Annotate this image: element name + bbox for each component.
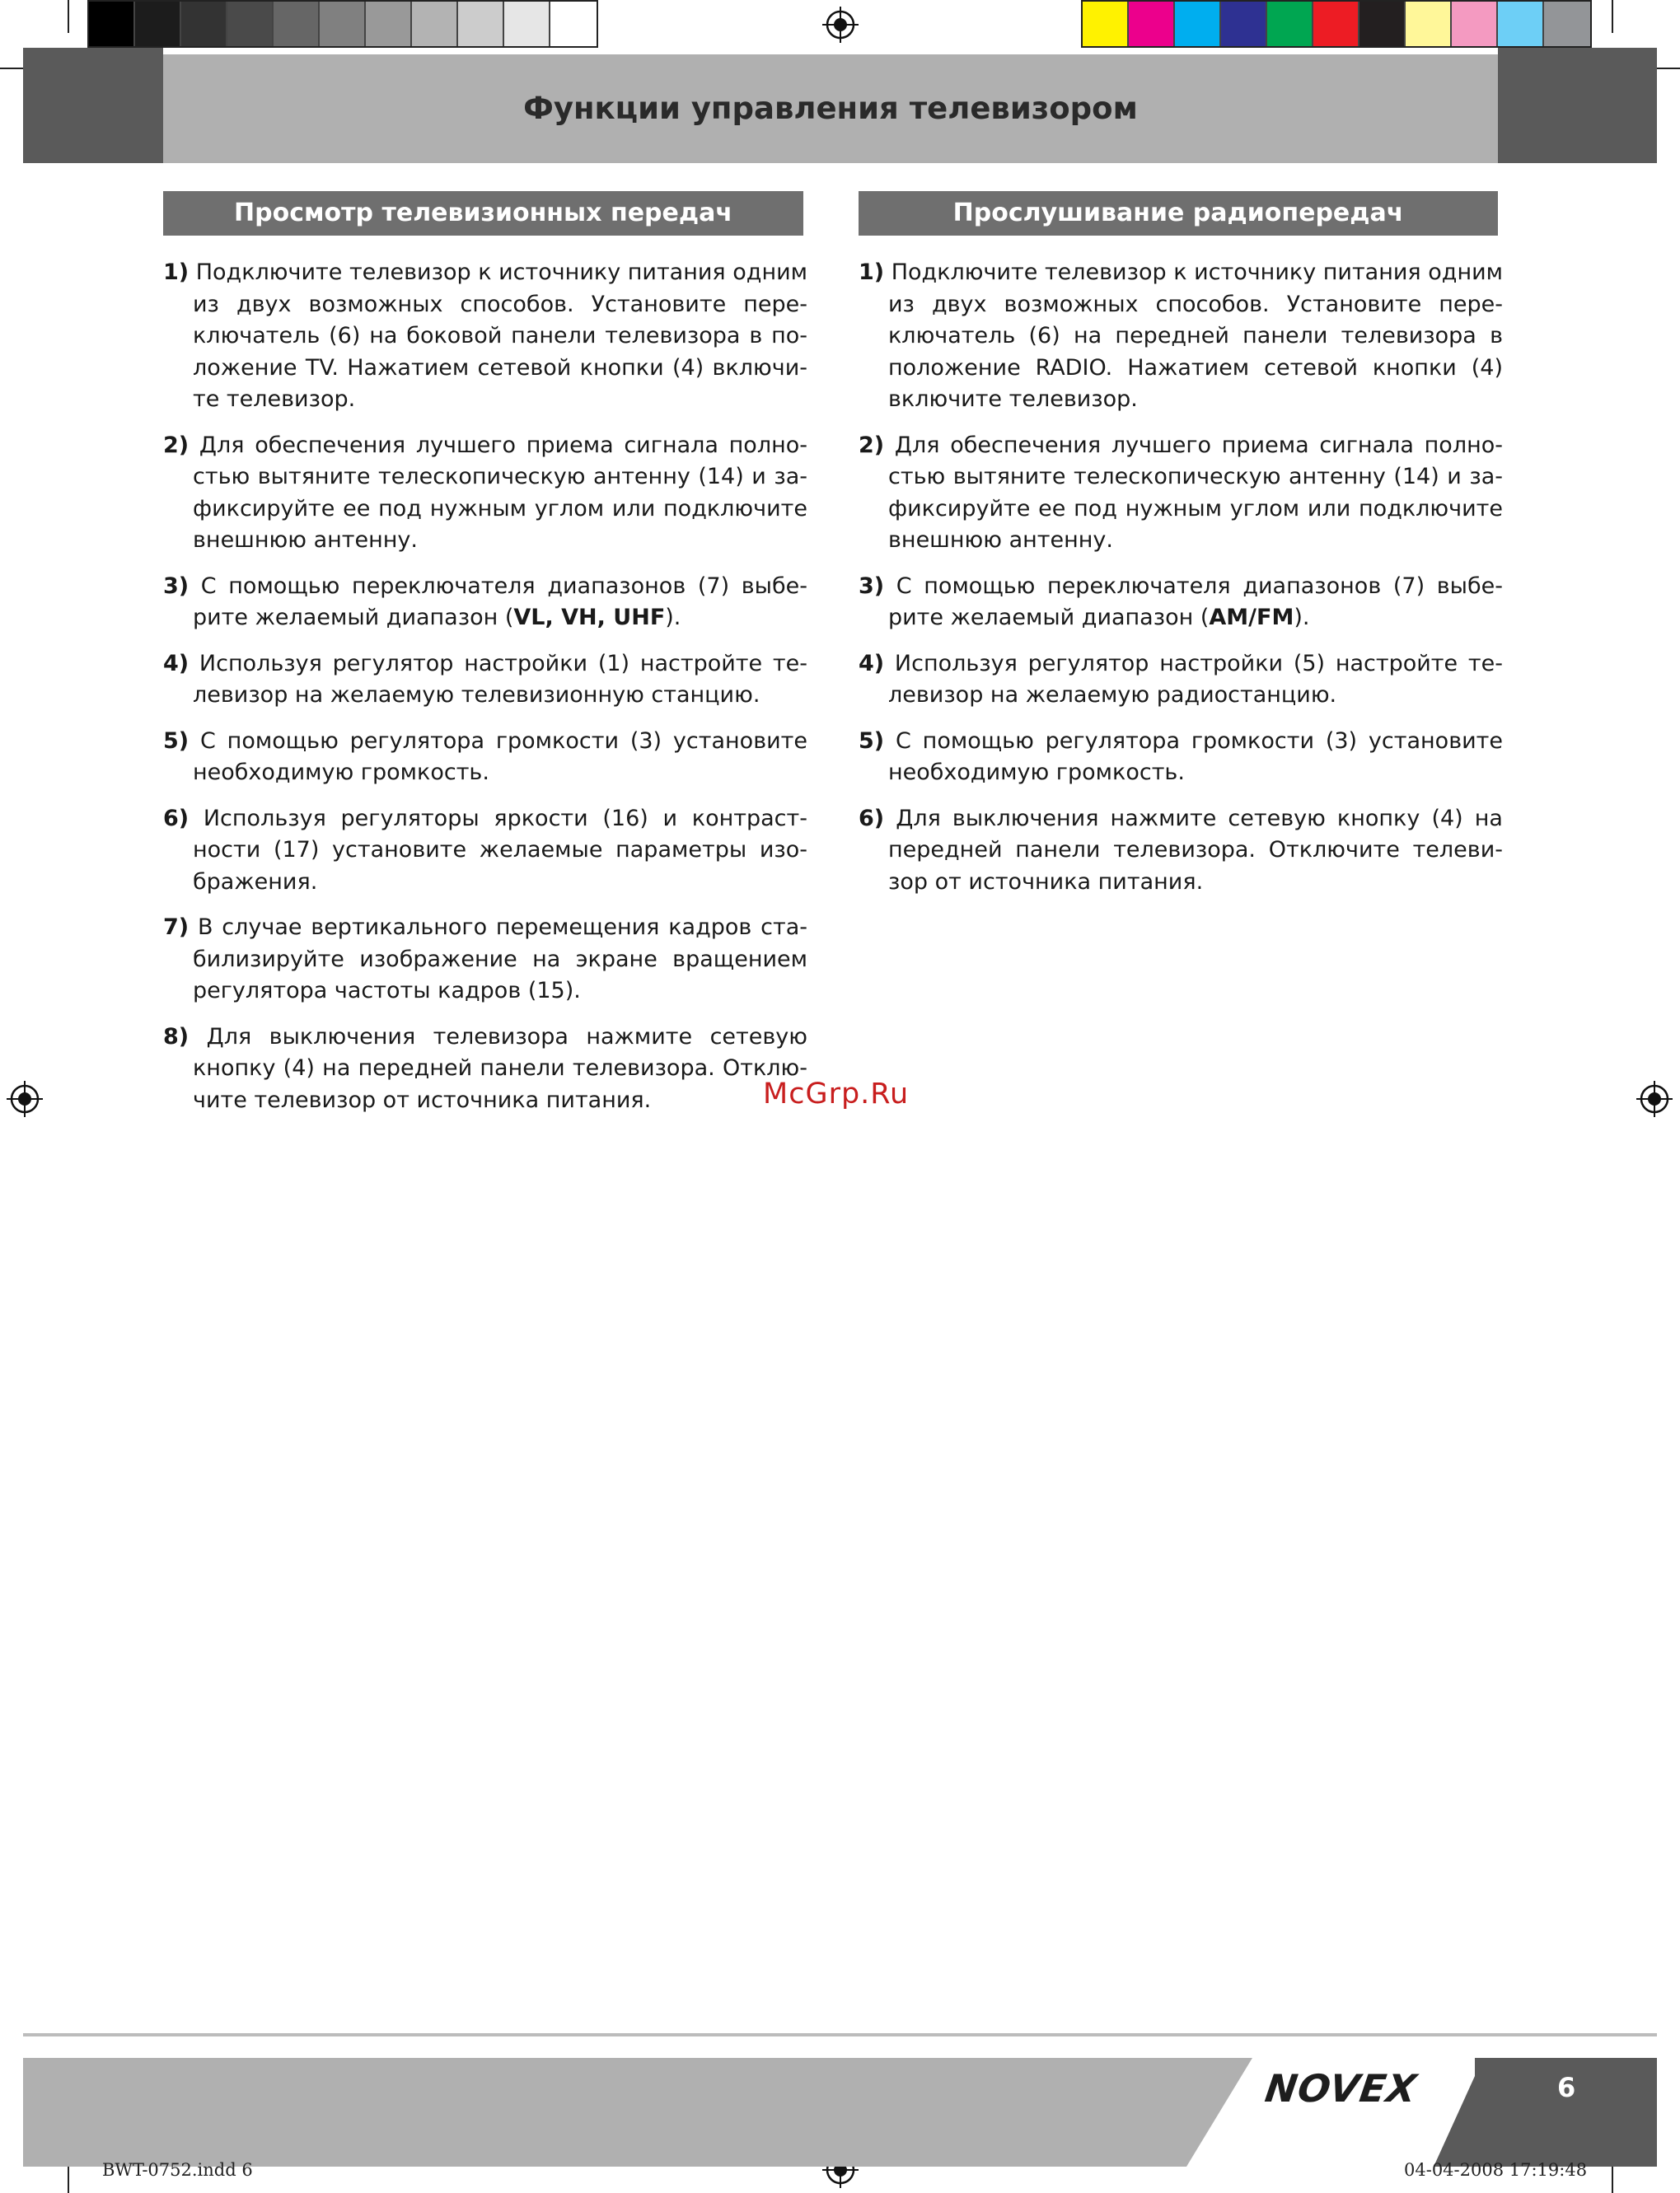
brand-logo: NOVEX [1262,2066,1420,2111]
header-dark-left-block [23,48,163,163]
color-swatch [504,2,550,46]
list-item: 5) С помощью регулятора громкости (3) установите необходимую громкость. [859,727,1503,785]
color-swatch [274,2,320,46]
color-swatch [366,2,412,46]
list-item: 6) Используя регуляторы яркости (16) и контраст-ности (17) установите желаемые параметры изо-бражения. [163,805,807,895]
color-swatch [1175,2,1221,46]
color-swatch [1083,2,1129,46]
crop-mark [1612,0,1613,33]
registration-mark-icon [7,1081,43,1117]
color-swatch [181,2,227,46]
color-swatch [1221,2,1267,46]
list-item: 2) Для обеспечения лучшего приема сигнала полно-стью вытяните телескопическую антенну (14) и за-фиксируйте ее под нужным углом или подключите внешнюю антенну. [163,432,807,553]
registration-mark-icon [1636,1081,1673,1117]
footer-rule [23,2033,1657,2036]
date-slug: 04-04-2008 17:19:48 [1404,2160,1588,2180]
list-item: 2) Для обеспечения лучшего приема сигнала полно-стью вытяните телескопическую антенну (14) и за-фиксируйте ее под нужным углом или подключите внешнюю антенну. [859,432,1503,553]
list-item: 6) Для выключения нажмите сетевую кнопку (4) на передней панели телевизора. Отключите телеви-зор от источника питания. [859,805,1503,895]
list-item: 5) С помощью регулятора громкости (3) установите необходимую громкость. [163,727,807,785]
registration-mark-icon [822,7,859,43]
color-swatch [89,2,135,46]
crop-mark [68,0,69,33]
grayscale-color-bar [87,0,598,48]
color-swatch [1313,2,1359,46]
list-item: 3) С помощью переключателя диапазонов (7) выбе-рите желаемый диапазон (AM/FM). [859,573,1503,630]
color-swatch [1267,2,1313,46]
color-swatch [1406,2,1452,46]
color-swatch [412,2,458,46]
section-header-radio: Прослушивание радиопередач [859,191,1498,236]
color-swatch [320,2,366,46]
tv-instructions-list [163,257,807,1130]
list-item: 3) С помощью переключателя диапазонов (7) выбе-рите желаемый диапазон (VL, VH, UHF). [163,573,807,630]
list-item: 4) Используя регулятор настройки (5) настройте те-левизор на желаемую радиостанцию. [859,650,1503,708]
color-swatch [1544,2,1590,46]
color-swatch [1452,2,1498,46]
list-item: 7) В случае вертикального перемещения кадров ста-билизируйте изображение на экране вращением регулятора частоты кадров (15). [163,914,807,1003]
radio-instructions-list [859,257,1503,912]
watermark: McGrp.Ru [763,1078,910,1111]
page-title: Функции управления телевизором [523,91,1138,126]
list-item: 1) Подключите телевизор к источнику питания одним из двух возможных способов. Установите пере-ключатель (6) на боковой панели телевизора в по-ложение TV. Нажатием сетевой кнопки (4) включи-те телевизор. [163,260,808,412]
list-item: 1) Подключите телевизор к источнику питания одним из двух возможных способов. Установите пере-ключатель (6) на передней панели телевизора в положение RADIO. Нажатием сетевой кнопки (4) включите телевизор. [859,260,1504,412]
color-swatch [227,2,274,46]
color-swatch [1498,2,1544,46]
page-number: 6 [1557,2072,1576,2103]
list-item: 4) Используя регулятор настройки (1) настройте те-левизор на желаемую телевизионную станцию. [163,650,807,708]
list-item: 8) Для выключения телевизора нажмите сетевую кнопку (4) на передней панели телевизора. Отклю-чите телевизор от источника питания. [163,1023,807,1113]
color-swatch [550,2,597,46]
process-color-bar [1081,0,1592,48]
color-swatch [1359,2,1406,46]
section-header-tv: Просмотр телевизионных передач [163,191,803,236]
color-swatch [1129,2,1175,46]
color-swatch [458,2,504,46]
file-slug: BWT-0752.indd 6 [102,2160,253,2180]
header-dark-right-block [1498,48,1657,163]
color-swatch [135,2,181,46]
